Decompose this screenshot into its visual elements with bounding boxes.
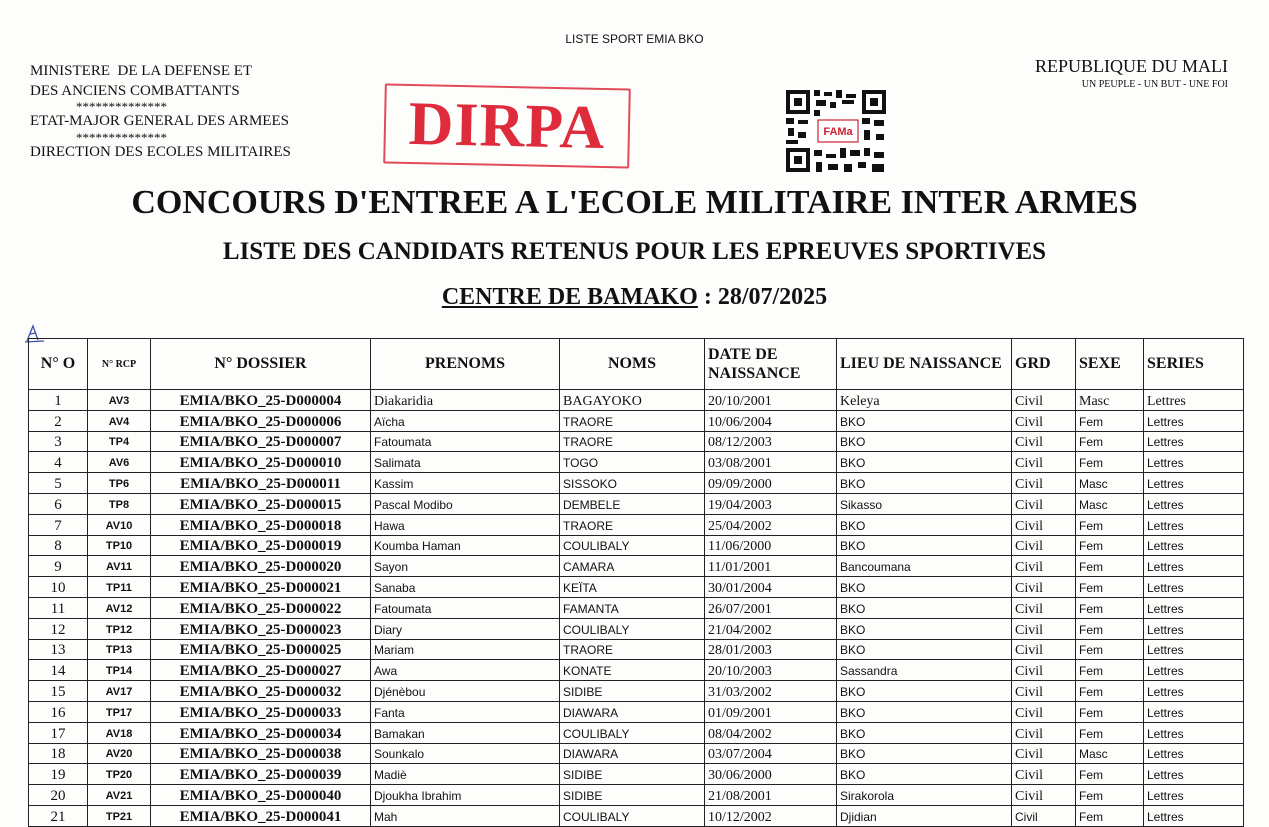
cell-prenom: Kassim bbox=[371, 473, 560, 494]
cell-grd: Civil bbox=[1012, 785, 1076, 806]
cell-no: 9 bbox=[29, 556, 88, 577]
table-row bbox=[29, 805, 1244, 826]
cell-serie: Lettres bbox=[1144, 681, 1244, 702]
cell-prenom: Hawa bbox=[371, 514, 560, 535]
cell-date: 11/06/2000 bbox=[705, 535, 837, 556]
cell-serie: Lettres bbox=[1144, 618, 1244, 639]
cell-lieu: Djidian bbox=[837, 805, 1012, 826]
cell-no: 6 bbox=[29, 493, 88, 514]
cell-no: 16 bbox=[29, 701, 88, 722]
table-row bbox=[29, 681, 1244, 702]
cell-rcp: TP8 bbox=[88, 493, 151, 514]
col-header-sexe: SEXE bbox=[1076, 339, 1144, 390]
cell-sexe: Masc bbox=[1076, 390, 1144, 411]
cell-sexe: Fem bbox=[1076, 577, 1144, 598]
cell-lieu: BKO bbox=[837, 701, 1012, 722]
cell-prenom: Fatoumata bbox=[371, 431, 560, 452]
cell-rcp: AV12 bbox=[88, 597, 151, 618]
cell-grd: Civil bbox=[1012, 452, 1076, 473]
table-body bbox=[29, 390, 1244, 827]
cell-serie: Lettres bbox=[1144, 431, 1244, 452]
cell-prenom: Diakaridia bbox=[371, 390, 560, 411]
cell-nom: DIAWARA bbox=[560, 743, 705, 764]
cell-date: 01/09/2001 bbox=[705, 701, 837, 722]
cell-lieu: BKO bbox=[837, 452, 1012, 473]
cell-rcp: AV17 bbox=[88, 681, 151, 702]
cell-prenom: Salimata bbox=[371, 452, 560, 473]
cell-sexe: Fem bbox=[1076, 431, 1144, 452]
cell-nom: FAMANTA bbox=[560, 597, 705, 618]
cell-nom: SIDIBE bbox=[560, 785, 705, 806]
cell-sexe: Fem bbox=[1076, 556, 1144, 577]
cell-grd: Civil bbox=[1012, 764, 1076, 785]
cell-rcp: AV3 bbox=[88, 390, 151, 411]
table-row bbox=[29, 514, 1244, 535]
cell-prenom: Mah bbox=[371, 805, 560, 826]
table-row bbox=[29, 722, 1244, 743]
cell-sexe: Fem bbox=[1076, 535, 1144, 556]
cell-prenom: Diary bbox=[371, 618, 560, 639]
cell-serie: Lettres bbox=[1144, 743, 1244, 764]
cell-prenom: Djoukha Ibrahim bbox=[371, 785, 560, 806]
republic-header bbox=[990, 56, 1228, 90]
stamp-text: DIRPA bbox=[407, 89, 607, 162]
cell-sexe: Fem bbox=[1076, 597, 1144, 618]
cell-date: 28/01/2003 bbox=[705, 639, 837, 660]
cell-serie: Lettres bbox=[1144, 493, 1244, 514]
cell-grd: Civil bbox=[1012, 431, 1076, 452]
cell-date: 20/10/2003 bbox=[705, 660, 837, 681]
cell-sexe: Fem bbox=[1076, 452, 1144, 473]
cell-nom: TRAORE bbox=[560, 410, 705, 431]
col-header-series: SERIES bbox=[1144, 339, 1244, 390]
dirpa-stamp bbox=[383, 83, 631, 168]
cell-lieu: BKO bbox=[837, 431, 1012, 452]
cell-nom: SIDIBE bbox=[560, 764, 705, 785]
cell-lieu: BKO bbox=[837, 681, 1012, 702]
cell-grd: Civil bbox=[1012, 597, 1076, 618]
col-header-prenoms: PRENOMS bbox=[371, 339, 560, 390]
cell-rcp: AV21 bbox=[88, 785, 151, 806]
cell-rcp: AV20 bbox=[88, 743, 151, 764]
cell-dossier: EMIA/BKO_25-D000027 bbox=[151, 660, 371, 681]
cell-dossier: EMIA/BKO_25-D000023 bbox=[151, 618, 371, 639]
cell-date: 21/08/2001 bbox=[705, 785, 837, 806]
cell-no: 7 bbox=[29, 514, 88, 535]
cell-prenom: Koumba Haman bbox=[371, 535, 560, 556]
cell-dossier: EMIA/BKO_25-D000039 bbox=[151, 764, 371, 785]
cell-date: 03/08/2001 bbox=[705, 452, 837, 473]
cell-lieu: BKO bbox=[837, 535, 1012, 556]
cell-lieu: Sirakorola bbox=[837, 785, 1012, 806]
table-row bbox=[29, 660, 1244, 681]
cell-dossier: EMIA/BKO_25-D000004 bbox=[151, 390, 371, 411]
cell-grd: Civil bbox=[1012, 681, 1076, 702]
center-title bbox=[0, 284, 1269, 311]
cell-sexe: Fem bbox=[1076, 618, 1144, 639]
cell-date: 10/12/2002 bbox=[705, 805, 837, 826]
cell-rcp: TP14 bbox=[88, 660, 151, 681]
cell-grd: Civil bbox=[1012, 743, 1076, 764]
cell-sexe: Fem bbox=[1076, 410, 1144, 431]
col-header-no: N° O bbox=[29, 339, 88, 390]
cell-dossier: EMIA/BKO_25-D000018 bbox=[151, 514, 371, 535]
ministry-line-1: MINISTERE DE LA DEFENSE ET bbox=[30, 63, 253, 79]
table-row bbox=[29, 577, 1244, 598]
ministry-header bbox=[30, 62, 291, 162]
cell-lieu: Bancoumana bbox=[837, 556, 1012, 577]
cell-grd: Civil bbox=[1012, 577, 1076, 598]
cell-dossier: EMIA/BKO_25-D000007 bbox=[151, 431, 371, 452]
center-name: CENTRE DE BAMAKO bbox=[441, 284, 698, 310]
cell-lieu: BKO bbox=[837, 722, 1012, 743]
col-header-grd: GRD bbox=[1012, 339, 1076, 390]
cell-no: 13 bbox=[29, 639, 88, 660]
cell-nom: TOGO bbox=[560, 452, 705, 473]
table-row bbox=[29, 410, 1244, 431]
cell-nom: TRAORE bbox=[560, 514, 705, 535]
cell-no: 18 bbox=[29, 743, 88, 764]
cell-grd: Civil bbox=[1012, 660, 1076, 681]
cell-prenom: Bamakan bbox=[371, 722, 560, 743]
cell-dossier: EMIA/BKO_25-D000022 bbox=[151, 597, 371, 618]
cell-rcp: AV6 bbox=[88, 452, 151, 473]
table-row bbox=[29, 556, 1244, 577]
cell-dossier: EMIA/BKO_25-D000033 bbox=[151, 701, 371, 722]
cell-grd: Civil bbox=[1012, 618, 1076, 639]
cell-date: 31/03/2002 bbox=[705, 681, 837, 702]
cell-serie: Lettres bbox=[1144, 410, 1244, 431]
col-header-date-line2: NAISSANCE bbox=[708, 365, 801, 382]
cell-date: 10/06/2004 bbox=[705, 410, 837, 431]
cell-date: 30/06/2000 bbox=[705, 764, 837, 785]
cell-rcp: TP17 bbox=[88, 701, 151, 722]
cell-prenom: Djénèbou bbox=[371, 681, 560, 702]
cell-nom: TRAORE bbox=[560, 639, 705, 660]
cell-serie: Lettres bbox=[1144, 597, 1244, 618]
cell-nom: TRAORE bbox=[560, 431, 705, 452]
cell-date: 08/12/2003 bbox=[705, 431, 837, 452]
cell-sexe: Fem bbox=[1076, 785, 1144, 806]
cell-sexe: Fem bbox=[1076, 681, 1144, 702]
cell-sexe: Fem bbox=[1076, 722, 1144, 743]
cell-dossier: EMIA/BKO_25-D000015 bbox=[151, 493, 371, 514]
col-header-dossier: N° DOSSIER bbox=[151, 339, 371, 390]
cell-date: 25/04/2002 bbox=[705, 514, 837, 535]
republic-motto: UN PEUPLE - UN BUT - UNE FOI bbox=[1081, 79, 1228, 90]
cell-lieu: BKO bbox=[837, 764, 1012, 785]
cell-grd: Civil bbox=[1012, 722, 1076, 743]
cell-serie: Lettres bbox=[1144, 556, 1244, 577]
cell-date: 21/04/2002 bbox=[705, 618, 837, 639]
col-header-date bbox=[705, 339, 837, 390]
cell-lieu: Keleya bbox=[837, 390, 1012, 411]
cell-nom: SISSOKO bbox=[560, 473, 705, 494]
cell-grd: Civil bbox=[1012, 805, 1076, 826]
cell-lieu: BKO bbox=[837, 473, 1012, 494]
cell-prenom: Fatoumata bbox=[371, 597, 560, 618]
cell-date: 19/04/2003 bbox=[705, 493, 837, 514]
col-header-noms: NOMS bbox=[560, 339, 705, 390]
cell-lieu: BKO bbox=[837, 639, 1012, 660]
cell-dossier: EMIA/BKO_25-D000021 bbox=[151, 577, 371, 598]
cell-rcp: TP20 bbox=[88, 764, 151, 785]
cell-prenom: Sayon bbox=[371, 556, 560, 577]
main-title: CONCOURS D'ENTREE A L'ECOLE MILITAIRE INTER ARMES bbox=[131, 184, 1138, 221]
table-row bbox=[29, 431, 1244, 452]
col-header-lieu: LIEU DE NAISSANCE bbox=[837, 339, 1012, 390]
cell-sexe: Fem bbox=[1076, 660, 1144, 681]
table-row bbox=[29, 473, 1244, 494]
cell-serie: Lettres bbox=[1144, 639, 1244, 660]
cell-grd: Civil bbox=[1012, 473, 1076, 494]
cell-lieu: Sassandra bbox=[837, 660, 1012, 681]
cell-prenom: Awa bbox=[371, 660, 560, 681]
cell-rcp: AV10 bbox=[88, 514, 151, 535]
cell-date: 03/07/2004 bbox=[705, 743, 837, 764]
table-row bbox=[29, 390, 1244, 411]
table-header-row bbox=[29, 339, 1244, 390]
cell-sexe: Fem bbox=[1076, 639, 1144, 660]
cell-nom: DEMBELE bbox=[560, 493, 705, 514]
cell-nom: COULIBALY bbox=[560, 535, 705, 556]
cell-rcp: TP21 bbox=[88, 805, 151, 826]
cell-dossier: EMIA/BKO_25-D000040 bbox=[151, 785, 371, 806]
cell-rcp: AV4 bbox=[88, 410, 151, 431]
cell-dossier: EMIA/BKO_25-D000020 bbox=[151, 556, 371, 577]
cell-serie: Lettres bbox=[1144, 660, 1244, 681]
table-row bbox=[29, 701, 1244, 722]
cell-date: 30/01/2004 bbox=[705, 577, 837, 598]
separator-stars-2: ************** bbox=[76, 129, 167, 145]
cell-lieu: BKO bbox=[837, 514, 1012, 535]
cell-rcp: TP13 bbox=[88, 639, 151, 660]
cell-rcp: TP11 bbox=[88, 577, 151, 598]
cell-grd: Civil bbox=[1012, 410, 1076, 431]
cell-no: 14 bbox=[29, 660, 88, 681]
cell-no: 12 bbox=[29, 618, 88, 639]
table-row bbox=[29, 493, 1244, 514]
cell-dossier: EMIA/BKO_25-D000038 bbox=[151, 743, 371, 764]
cell-lieu: Sikasso bbox=[837, 493, 1012, 514]
table-row bbox=[29, 743, 1244, 764]
cell-serie: Lettres bbox=[1144, 764, 1244, 785]
cell-grd: Civil bbox=[1012, 514, 1076, 535]
cell-no: 20 bbox=[29, 785, 88, 806]
cell-sexe: Fem bbox=[1076, 514, 1144, 535]
cell-rcp: TP6 bbox=[88, 473, 151, 494]
cell-nom: CAMARA bbox=[560, 556, 705, 577]
cell-prenom: Madiè bbox=[371, 764, 560, 785]
cell-grd: Civil bbox=[1012, 639, 1076, 660]
cell-no: 19 bbox=[29, 764, 88, 785]
subtitle: LISTE DES CANDIDATS RETENUS POUR LES EPREUVES SPORTIVES bbox=[222, 238, 1047, 265]
cell-date: 08/04/2002 bbox=[705, 722, 837, 743]
cell-nom: SIDIBE bbox=[560, 681, 705, 702]
cell-dossier: EMIA/BKO_25-D000032 bbox=[151, 681, 371, 702]
cell-nom: COULIBALY bbox=[560, 805, 705, 826]
cell-dossier: EMIA/BKO_25-D000006 bbox=[151, 410, 371, 431]
cell-prenom: Sounkalo bbox=[371, 743, 560, 764]
cell-date: 20/10/2001 bbox=[705, 390, 837, 411]
cell-lieu: BKO bbox=[837, 597, 1012, 618]
cell-no: 3 bbox=[29, 431, 88, 452]
cell-sexe: Masc bbox=[1076, 743, 1144, 764]
cell-serie: Lettres bbox=[1144, 390, 1244, 411]
cell-rcp: AV11 bbox=[88, 556, 151, 577]
cell-no: 10 bbox=[29, 577, 88, 598]
table-row bbox=[29, 452, 1244, 473]
cell-nom: KEÏTA bbox=[560, 577, 705, 598]
cell-grd: Civil bbox=[1012, 390, 1076, 411]
cell-sexe: Fem bbox=[1076, 805, 1144, 826]
table-row bbox=[29, 785, 1244, 806]
cell-sexe: Masc bbox=[1076, 493, 1144, 514]
cell-prenom: Fanta bbox=[371, 701, 560, 722]
cell-serie: Lettres bbox=[1144, 722, 1244, 743]
cell-no: 1 bbox=[29, 390, 88, 411]
cell-nom: DIAWARA bbox=[560, 701, 705, 722]
cell-grd: Civil bbox=[1012, 556, 1076, 577]
cell-dossier: EMIA/BKO_25-D000041 bbox=[151, 805, 371, 826]
cell-sexe: Masc bbox=[1076, 473, 1144, 494]
cell-grd: Civil bbox=[1012, 493, 1076, 514]
cell-dossier: EMIA/BKO_25-D000010 bbox=[151, 452, 371, 473]
ministry-line-2: DES ANCIENS COMBATTANTS bbox=[30, 82, 240, 99]
cell-rcp: TP12 bbox=[88, 618, 151, 639]
table-row bbox=[29, 597, 1244, 618]
center-date: : 28/07/2025 bbox=[697, 284, 828, 310]
qr-label: FAMa bbox=[823, 126, 853, 138]
cell-rcp: TP10 bbox=[88, 535, 151, 556]
cell-serie: Lettres bbox=[1144, 514, 1244, 535]
cell-lieu: BKO bbox=[837, 743, 1012, 764]
cell-serie: Lettres bbox=[1144, 535, 1244, 556]
col-header-rcp: N° RCP bbox=[88, 339, 151, 390]
cell-serie: Lettres bbox=[1144, 785, 1244, 806]
col-header-date-line1: DATE DE bbox=[708, 346, 778, 363]
cell-lieu: BKO bbox=[837, 618, 1012, 639]
cell-prenom: Pascal Modibo bbox=[371, 493, 560, 514]
cell-nom: COULIBALY bbox=[560, 618, 705, 639]
table-row bbox=[29, 639, 1244, 660]
cell-lieu: BKO bbox=[837, 577, 1012, 598]
cell-dossier: EMIA/BKO_25-D000019 bbox=[151, 535, 371, 556]
cell-serie: Lettres bbox=[1144, 452, 1244, 473]
republic-name: REPUBLIQUE DU MALI bbox=[1035, 56, 1228, 76]
cell-dossier: EMIA/BKO_25-D000011 bbox=[151, 473, 371, 494]
separator-stars-1: ************** bbox=[76, 99, 167, 114]
document-header: LISTE SPORT EMIA BKO bbox=[565, 32, 704, 46]
cell-sexe: Fem bbox=[1076, 701, 1144, 722]
cell-no: 15 bbox=[29, 681, 88, 702]
table-row bbox=[29, 764, 1244, 785]
table-row bbox=[29, 618, 1244, 639]
cell-no: 17 bbox=[29, 722, 88, 743]
cell-lieu: BKO bbox=[837, 410, 1012, 431]
cell-rcp: AV18 bbox=[88, 722, 151, 743]
cell-date: 11/01/2001 bbox=[705, 556, 837, 577]
cell-no: 11 bbox=[29, 597, 88, 618]
cell-nom: COULIBALY bbox=[560, 722, 705, 743]
table-row bbox=[29, 535, 1244, 556]
cell-prenom: Aïcha bbox=[371, 410, 560, 431]
cell-date: 09/09/2000 bbox=[705, 473, 837, 494]
cell-nom: KONATE bbox=[560, 660, 705, 681]
cell-dossier: EMIA/BKO_25-D000034 bbox=[151, 722, 371, 743]
ministry-line-3: ETAT-MAJOR GENERAL DES ARMEES bbox=[30, 113, 289, 129]
cell-rcp: TP4 bbox=[88, 431, 151, 452]
cell-serie: Lettres bbox=[1144, 473, 1244, 494]
cell-no: 4 bbox=[29, 452, 88, 473]
cell-nom: BAGAYOKO bbox=[560, 390, 705, 411]
cell-serie: Lettres bbox=[1144, 577, 1244, 598]
qr-code-icon bbox=[784, 88, 888, 174]
cell-serie: Lettres bbox=[1144, 701, 1244, 722]
cell-prenom: Sanaba bbox=[371, 577, 560, 598]
cell-serie: Lettres bbox=[1144, 805, 1244, 826]
cell-sexe: Fem bbox=[1076, 764, 1144, 785]
cell-no: 21 bbox=[29, 805, 88, 826]
cell-prenom: Mariam bbox=[371, 639, 560, 660]
cell-no: 8 bbox=[29, 535, 88, 556]
cell-grd: Civil bbox=[1012, 701, 1076, 722]
cell-no: 2 bbox=[29, 410, 88, 431]
candidates-table bbox=[28, 338, 1244, 827]
cell-date: 26/07/2001 bbox=[705, 597, 837, 618]
cell-dossier: EMIA/BKO_25-D000025 bbox=[151, 639, 371, 660]
cell-grd: Civil bbox=[1012, 535, 1076, 556]
ministry-line-4: DIRECTION DES ECOLES MILITAIRES bbox=[30, 143, 291, 160]
cell-no: 5 bbox=[29, 473, 88, 494]
